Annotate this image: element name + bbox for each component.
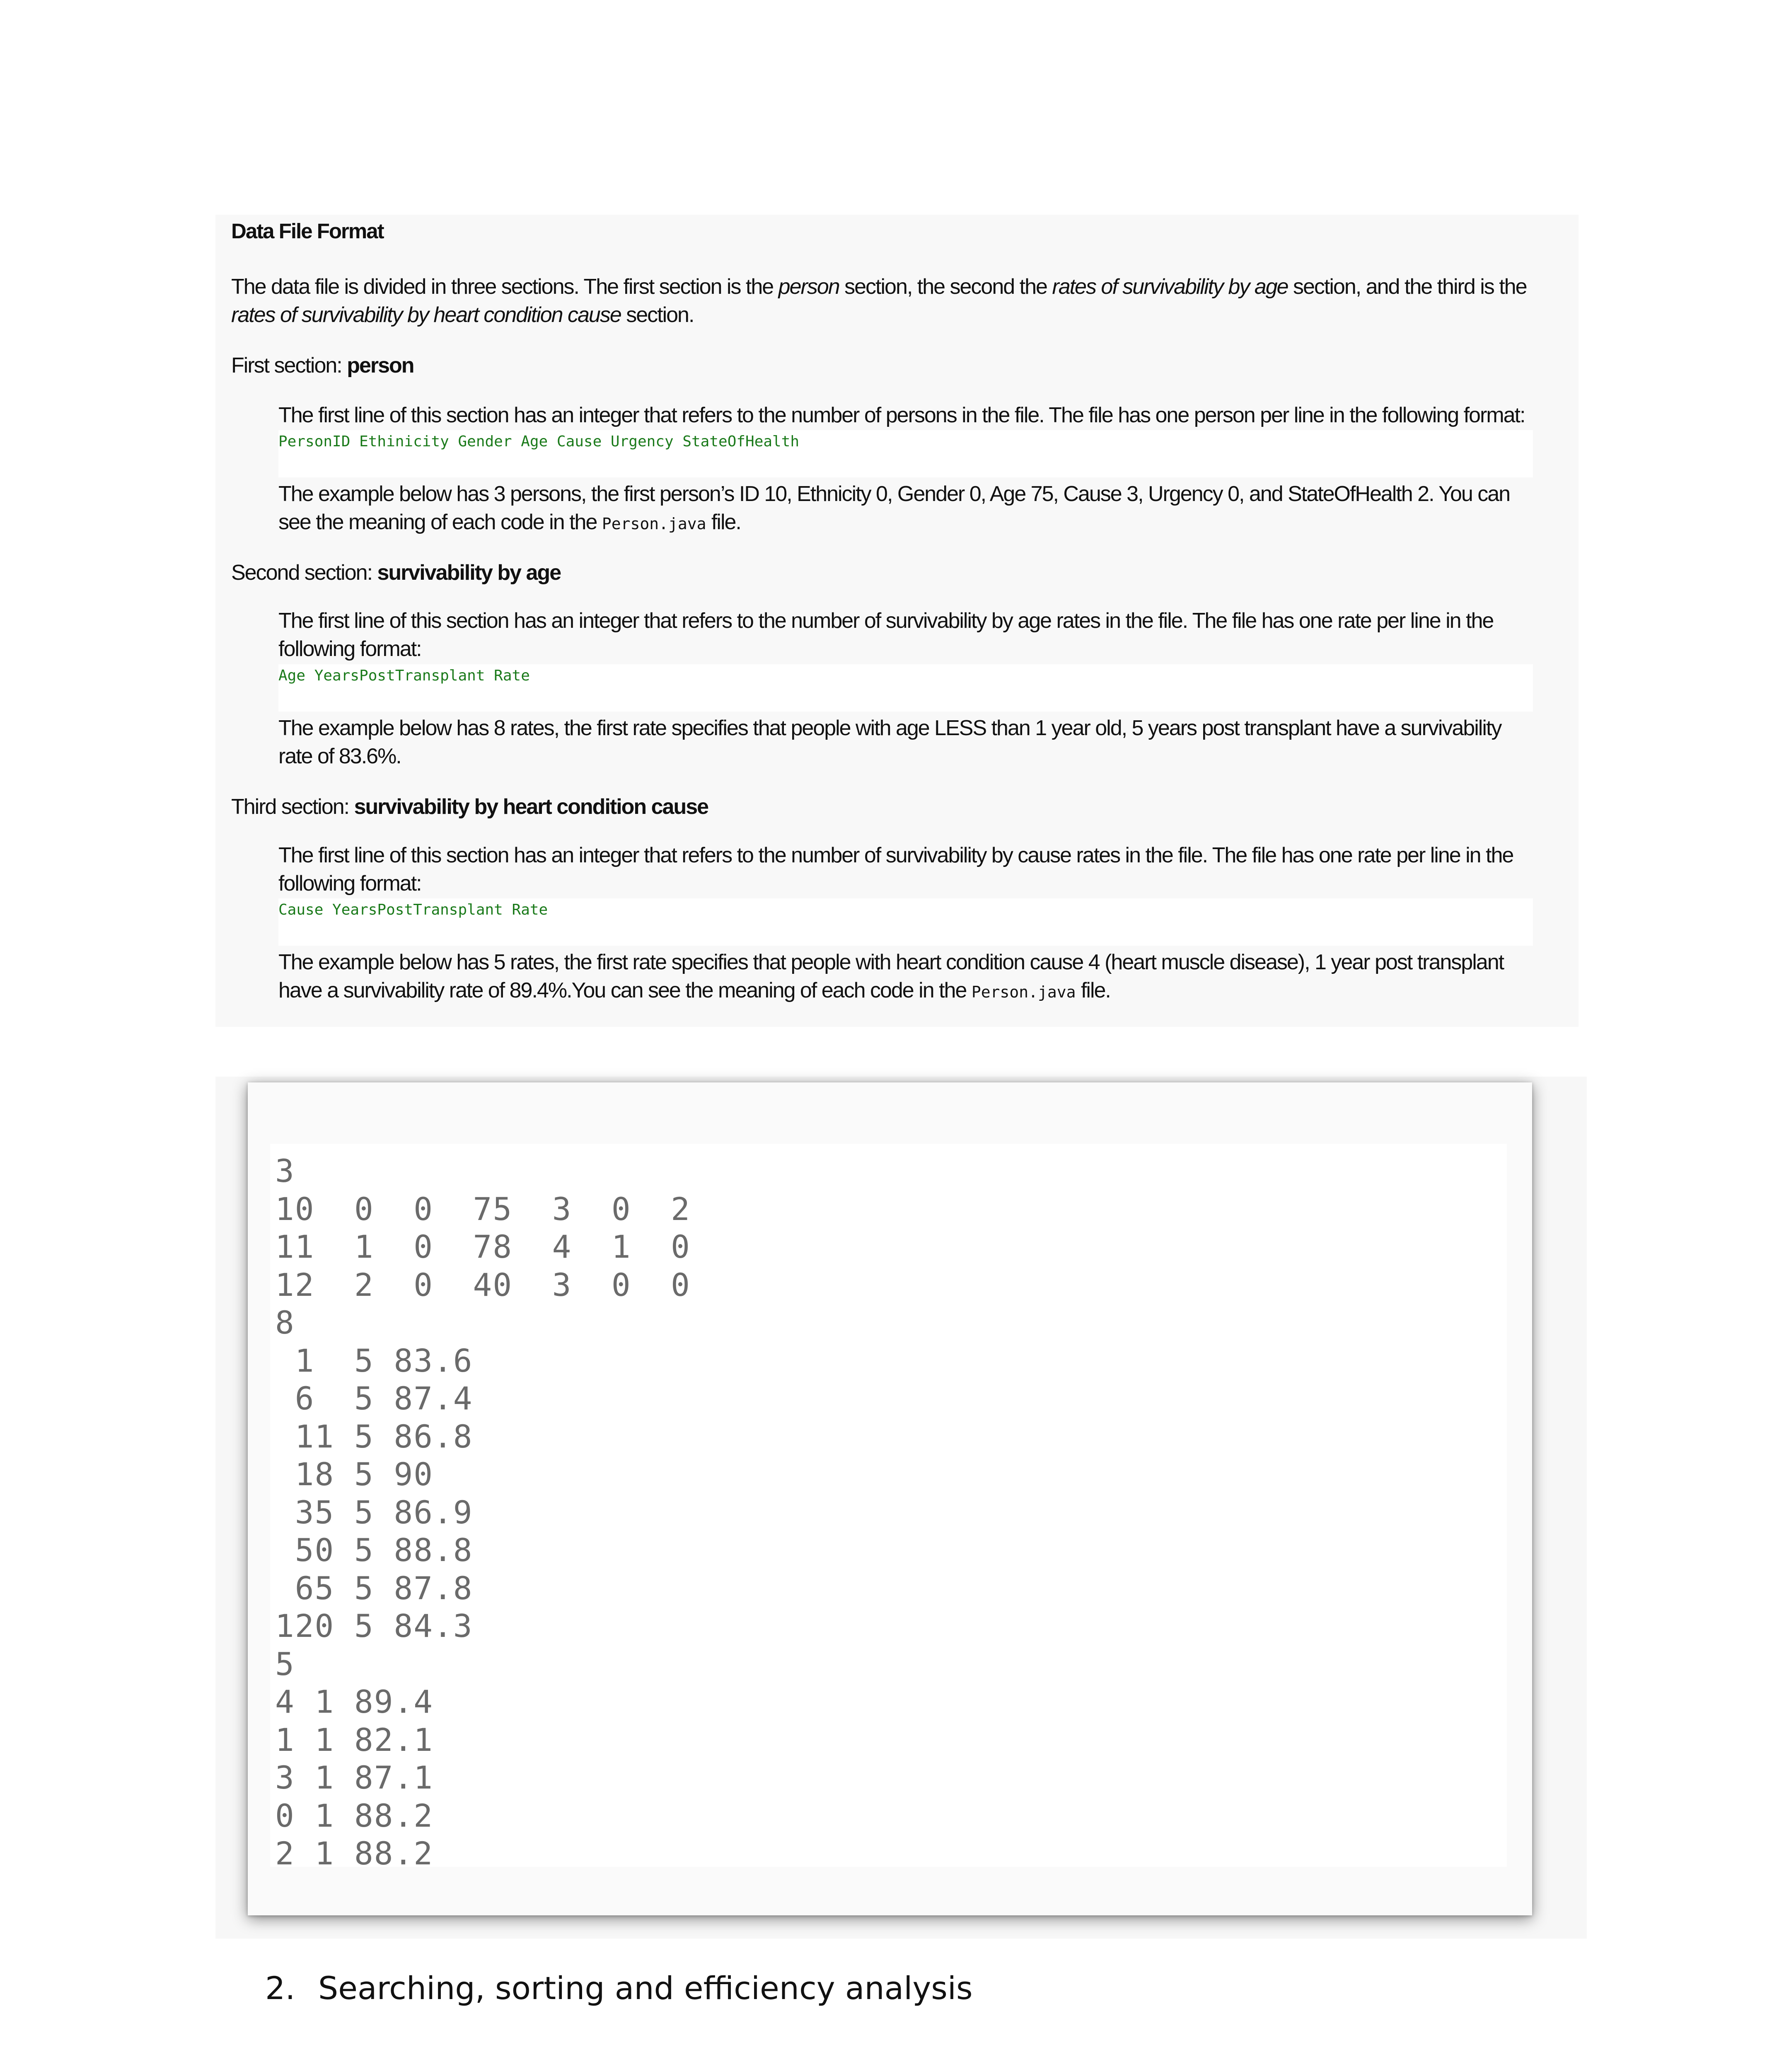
data-file-line: 10 0 0 75 3 0 2 — [275, 1190, 691, 1227]
data-file-line: 3 1 87.1 — [275, 1759, 434, 1796]
data-file-line: 2 1 88.2 — [275, 1835, 434, 1872]
section2-example-text: The example below has 8 rates, the first rate specifies that people with age LESS than 1 year old, 5 years post transplant have a survivability rate of 83.6%. — [278, 716, 1501, 768]
data-file-line: 0 1 88.2 — [275, 1797, 434, 1834]
data-file-line: 3 — [275, 1152, 295, 1189]
data-file-card — [248, 1082, 1532, 1915]
section1-description: The first line of this section has an integer that refers to the number of persons in the file. The file has one person per line in the following format: — [278, 403, 1525, 427]
section-2-heading — [265, 1968, 973, 2009]
section3-heading: Third section: survivability by heart condition cause — [231, 795, 708, 819]
panel-title: Data File Format — [231, 219, 384, 243]
section2-description: The first line of this section has an integer that refers to the number of survivability by age rates in the file. The file has one rate per line in the following format: — [278, 609, 1494, 661]
section1-example-text: The example below has 3 persons, the first person’s ID 10, Ethnicity 0, Gender 0, Age 75, Cause 3, Urgency 0, and StateOfHealth 2. You can see the meaning of each code in the Person.java file. — [278, 482, 1510, 534]
section-number: 2. — [265, 1970, 295, 2007]
section3-format-code: Cause YearsPostTransplant Rate — [278, 898, 1533, 946]
format-description-panel — [215, 215, 1579, 1027]
person-java-code: Person.java — [602, 515, 706, 533]
data-file-line: 120 5 84.3 — [275, 1607, 473, 1644]
data-file-line: 4 1 89.4 — [275, 1683, 434, 1720]
section3-description: The first line of this section has an integer that refers to the number of survivability by cause rates in the file. The file has one rate per line in the following format: — [278, 843, 1513, 896]
data-file-line: 11 1 0 78 4 1 0 — [275, 1228, 691, 1265]
data-file-lines — [275, 1152, 691, 1873]
section3-example-text: The example below has 5 rates, the first rate specifies that people with heart condition cause 4 (heart muscle disease), 1 year post transplant have a survivability rate of 89.4%.You can see the meaning of each code in the Person.java file. — [278, 950, 1504, 1002]
data-file-line: 65 5 87.8 — [275, 1569, 473, 1607]
data-file-line: 1 1 82.1 — [275, 1721, 434, 1758]
data-file-line: 1 5 83.6 — [275, 1342, 473, 1379]
section-title: Searching, sorting and efficiency analysis — [318, 1970, 973, 2007]
person-java-code: Person.java — [971, 983, 1076, 1001]
section2-heading: Second section: survivability by age — [231, 561, 561, 585]
data-file-screenshot — [215, 1077, 1587, 1939]
data-file-line: 35 5 86.9 — [275, 1493, 473, 1531]
intro-paragraph: The data file is divided in three sections. The first section is the person section, the second the rates of survivability by age section, and the third is the rates of survivability by heart condition cause section. — [231, 275, 1527, 327]
section1-format-code: PersonID Ethinicity Gender Age Cause Urgency StateOfHealth — [278, 430, 1533, 477]
section2-format-code: Age YearsPostTransplant Rate — [278, 664, 1533, 712]
data-file-line: 5 — [275, 1645, 295, 1682]
data-file-line: 50 5 88.8 — [275, 1532, 473, 1569]
data-file-line: 12 2 0 40 3 0 0 — [275, 1266, 691, 1303]
data-file-line: 18 5 90 — [275, 1456, 434, 1493]
data-file-line: 11 5 86.8 — [275, 1418, 473, 1455]
data-file-line: 6 5 87.4 — [275, 1380, 473, 1417]
data-file-line: 8 — [275, 1304, 295, 1341]
section1-heading: First section: person — [231, 353, 414, 378]
